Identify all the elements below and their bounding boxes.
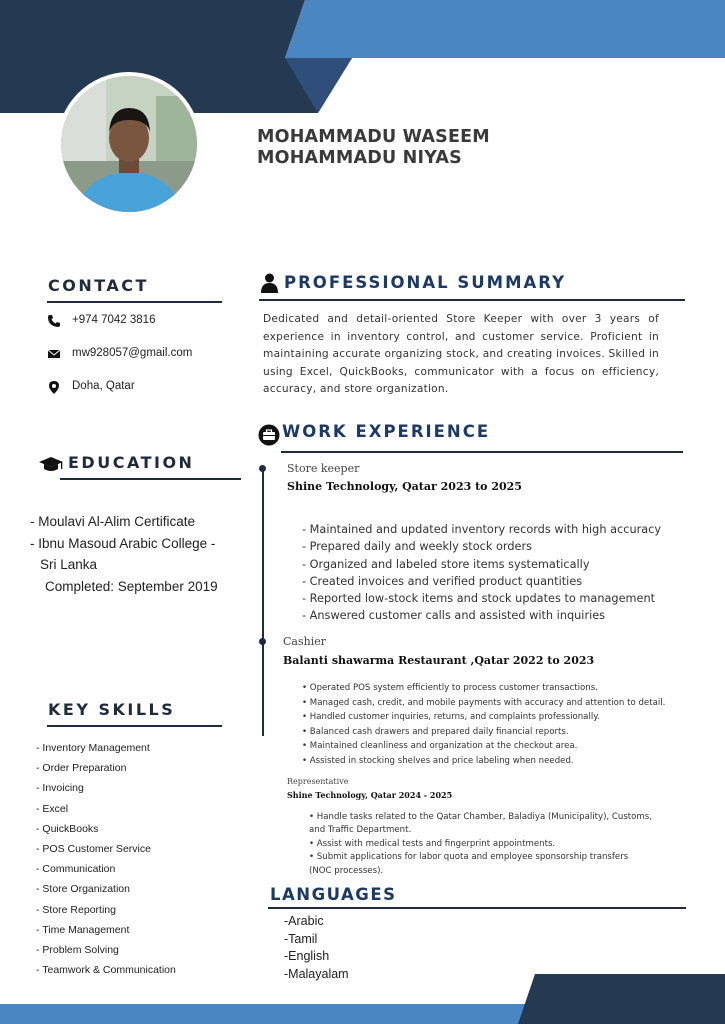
education-line: - Moulavi Al-Alim Certificate <box>30 514 196 529</box>
location-text: Doha, Qatar <box>72 380 135 392</box>
duty-item: • Handled customer inquiries, returns, and complaints professionally. <box>302 712 600 723</box>
skills-heading: KEY SKILLS <box>48 700 176 719</box>
duty-item: (NOC processes). <box>309 865 384 876</box>
skill-item: - Time Management <box>36 923 130 936</box>
graduation-cap-icon <box>38 456 64 478</box>
duty-item: • Assist with medical tests and fingerprint appointments. <box>309 838 556 849</box>
job-duties <box>302 681 712 769</box>
skill-item: - Store Reporting <box>36 903 116 916</box>
skills-divider <box>47 725 222 727</box>
timeline-dot <box>259 638 266 645</box>
job-company: Balanti shawarma Restaurant ,Qatar 2022 to 2023 <box>283 654 595 667</box>
avatar <box>61 76 197 212</box>
phone-icon <box>47 313 61 327</box>
duty-item: - Maintained and updated inventory records with high accuracy <box>302 523 662 536</box>
duty-item: - Reported low-stock items and stock updates to management <box>302 592 656 606</box>
language-item: -Tamil <box>284 931 318 946</box>
education-list <box>30 511 240 597</box>
job-title: Store keeper <box>287 462 360 475</box>
skill-item: - Excel <box>36 802 69 815</box>
candidate-name <box>257 127 587 169</box>
duty-item: • Submit applications for labor quota and employee sponsorship transfers <box>309 852 629 863</box>
email-address: mw928057@gmail.com <box>72 347 193 359</box>
work-divider <box>281 451 683 453</box>
skill-item: - Store Organization <box>36 883 130 896</box>
language-item: -Arabic <box>284 914 324 928</box>
education-divider <box>60 478 241 480</box>
skills-list <box>36 738 236 980</box>
duty-item: • Managed cash, credit, and mobile payments with accuracy and attention to detail. <box>302 697 666 708</box>
duty-item: • Balanced cash drawers and prepared daily financial reports. <box>302 726 569 737</box>
profile-photo <box>57 72 201 216</box>
person-icon <box>261 273 278 297</box>
languages-heading: LANGUAGES <box>270 885 397 904</box>
duty-item: - Organized and labeled store items systematically <box>302 557 590 571</box>
education-heading: EDUCATION <box>68 453 195 472</box>
duty-item: and Traffic Department. <box>309 825 412 836</box>
language-item: -English <box>284 949 330 963</box>
duty-item: - Prepared daily and weekly stock orders <box>302 540 532 554</box>
language-item: -Malayalam <box>284 966 349 981</box>
duty-item: • Maintained cleanliness and organization at the checkout area. <box>302 741 578 752</box>
languages-divider <box>268 907 686 909</box>
job-title: Cashier <box>283 635 326 648</box>
work-heading: WORK EXPERIENCE <box>282 422 491 441</box>
duty-item: - Created invoices and verified product quantities <box>302 574 583 588</box>
education-line: Sri Lanka <box>40 557 98 572</box>
job-duties <box>309 811 699 878</box>
summary-text: Dedicated and detail-oriented Store Keeper with over 3 years of experience in inventory control, and customer service. Proficient in maintaining accurate organizing stock, and creating invoices. Skilled in using Excel, QuickBooks, communicator with a focus on efficiency, accuracy, and store organization. <box>263 313 660 396</box>
skill-item: - Problem Solving <box>36 943 119 956</box>
education-line: Completed: September 2019 <box>45 578 218 594</box>
location-pin-icon <box>47 379 61 393</box>
name-line-1: MOHAMMADU WASEEM <box>257 127 490 147</box>
duty-item: • Handle tasks related to the Qatar Chamber, Baladiya (Municipality), Customs, <box>309 812 653 822</box>
skill-item: - POS Customer Service <box>36 842 151 855</box>
contact-email <box>47 344 237 362</box>
footer-banner <box>0 970 725 1024</box>
skill-item: - Teamwork & Communication <box>36 964 176 977</box>
skill-item: - Communication <box>36 863 116 876</box>
timeline-line <box>262 468 264 736</box>
phone-number: +974 7042 3816 <box>72 314 156 326</box>
skill-item: - QuickBooks <box>36 822 99 835</box>
contact-heading: CONTACT <box>48 276 149 295</box>
skill-item: - Inventory Management <box>36 742 150 754</box>
job-duties <box>302 521 682 625</box>
skill-item: - Invoicing <box>36 782 84 795</box>
contact-divider <box>47 301 222 303</box>
briefcase-icon <box>258 424 280 450</box>
education-line: - Ibnu Masoud Arabic College - <box>30 535 216 551</box>
job-company: Shine Technology, Qatar 2024 - 2025 <box>287 790 453 800</box>
contact-phone <box>47 311 237 329</box>
duty-item: • Operated POS system efficiently to process customer transactions. <box>302 683 598 693</box>
email-icon <box>47 346 61 360</box>
skill-item: - Order Preparation <box>36 762 127 775</box>
contact-location <box>47 377 237 395</box>
summary-heading: PROFESSIONAL SUMMARY <box>284 273 567 292</box>
name-line-2: MOHAMMADU NIYAS <box>257 148 462 168</box>
duty-item: • Assisted in stocking shelves and price labeling when needed. <box>302 755 574 766</box>
timeline-dot <box>259 465 266 472</box>
job-title: Representative <box>287 777 349 786</box>
summary-divider <box>259 299 685 301</box>
duty-item: - Answered customer calls and assisted with inquiries <box>302 609 606 623</box>
job-company: Shine Technology, Qatar 2023 to 2025 <box>287 480 522 493</box>
